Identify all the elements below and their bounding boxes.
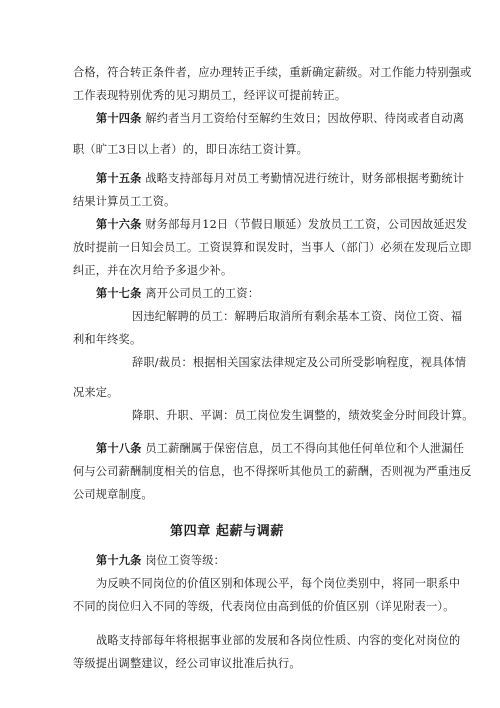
article-label: 第十六条 [96,217,142,231]
article-19 [96,552,225,568]
article-17 [96,285,259,301]
article-16 [96,216,467,232]
article-text: 财务部每月12日（节假日顺延）发放员工工资，公司因故延迟发 [145,218,468,231]
paragraph-line: 工作表现特别优秀的见习期员工，经评议可提前转正。 [73,89,347,102]
article-18 [96,440,464,456]
article-label: 第十五条 [96,171,142,185]
article-15 [96,170,464,186]
article-text: 岗位工资等级： [145,554,226,567]
chapter-heading: 第四章 起薪与调薪 [170,524,284,539]
article-label: 第十七条 [96,286,142,300]
article-text: 员工薪酬属于保密信息，员工不得向其他任何单位和个人泄漏任 [145,442,465,455]
article-14 [96,110,464,126]
paragraph-line: 为反映不同岗位的价值区别和体现公平，每个岗位类别中，将同一职系中 [96,577,461,590]
paragraph-line: 战略支持部每年将根据事业部的发展和各岗位性质、内容的变化对岗位的 [96,634,461,647]
paragraph-line: 放时提前一日知会员工。工资误算和误发时，当事人（部门）必须在发现后立即 [73,241,472,254]
paragraph-line: 不同的岗位归入不同的等级，代表岗位由高到低的价值区别（详见附表一）。 [73,600,455,613]
paragraph-line: 结果计算员工工资。 [73,195,176,208]
paragraph-line: 何与公司薪酬制度相关的信息，也不得探听其他员工的薪酬，否则视为严重违反 [73,465,472,478]
article-text: 离开公司员工的工资： [145,287,260,300]
article-label: 第十八条 [96,441,142,455]
article-label: 第十九条 [96,553,142,567]
paragraph-line: 纠正，并在次月给予多退少补。 [73,264,233,277]
article-text: 解约者当月工资给付至解约生效日；因故停职、待岗或者自动离 [145,112,465,125]
paragraph-line: 公司规章制度。 [73,488,153,501]
paragraph-line: 况来定。 [73,386,119,399]
paragraph-line: 合格，符合转正条件者，应办理转正手续，重新确定薪级。对工作能力特别强或 [73,66,472,79]
paragraph-line: 利和年终奖。 [73,333,142,346]
article-label: 第十四条 [96,111,142,125]
article-text: 战略支持部每月对员工考勤情况进行统计，财务部根据考勤统计 [145,172,465,185]
paragraph-line: 因违纪解聘的员工：解聘后取消所有剩余基本工资、岗位工资、福 [132,310,463,323]
paragraph-line: 降职、升职、平调：员工岗位发生调整的，绩效奖金分时间段计算。 [132,409,474,422]
paragraph-line: 职（旷工3日以上者）的，即日冻结工资计算。 [73,143,309,156]
paragraph-line: 辞职/裁员：根据相关国家法律规定及公司所受影响程度，视具体情 [132,356,467,369]
paragraph-line: 等级提出调整建议，经公司审议批准后执行。 [73,657,301,670]
